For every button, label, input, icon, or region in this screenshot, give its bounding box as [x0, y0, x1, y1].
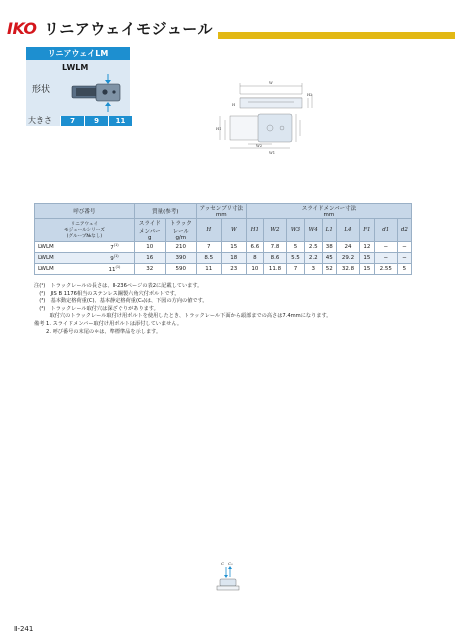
specification-table: [34, 203, 412, 275]
cell-l4: 29.2: [336, 253, 359, 264]
cell-w3: 5: [287, 242, 305, 253]
product-shape-illustration: [70, 72, 126, 114]
cell-mass-slide: 32: [134, 264, 165, 275]
cell-mass-slide: 10: [134, 242, 165, 253]
cell-w2: 11.8: [263, 264, 286, 275]
header-slide: [246, 204, 411, 219]
cell-w3: 7: [287, 264, 305, 275]
subheader-f1: F1: [360, 219, 375, 242]
note-line: (⁴) トラックレール取付穴は深ざぐりがあります。: [34, 305, 159, 312]
table-row: [35, 253, 412, 264]
cell-w4: 3: [304, 264, 322, 275]
cell-d2: −: [397, 242, 411, 253]
cell-d1: −: [374, 242, 397, 253]
cell-w4: 2.5: [304, 242, 322, 253]
cell-size: [95, 264, 134, 275]
table-row: [35, 264, 412, 275]
subheader-d2: d2: [397, 219, 411, 242]
cell-w3: 5.5: [287, 253, 305, 264]
cell-f1: 12: [360, 242, 375, 253]
cell-model: LWLM: [35, 264, 96, 275]
cell-mass-rail: 390: [165, 253, 196, 264]
cell-w4: 2.2: [304, 253, 322, 264]
cell-size-note: (1): [113, 243, 119, 248]
header-slide-label: スライドメンバー寸法: [301, 206, 357, 212]
title-rule: [218, 32, 455, 39]
note-line: 2. 呼び番号の末尾の＊は、準標準品を示します。: [34, 328, 162, 335]
load-direction-figure: [214, 560, 242, 594]
cell-model: LWLM: [35, 242, 96, 253]
cell-w2: 7.8: [263, 242, 286, 253]
header-assembly: [196, 204, 246, 219]
cell-f1: 15: [360, 253, 375, 264]
dim-label-w1: W1: [269, 151, 275, 155]
page-title: リニアウェイモジュール: [44, 20, 214, 38]
cell-h: 8.5: [196, 253, 221, 264]
size-9: 9: [85, 116, 108, 126]
note-line: (²) JIS B 1176相当のステンレス鋼製六角穴付ボルトです。: [34, 290, 180, 297]
cell-w: 18: [221, 253, 246, 264]
cell-w: 23: [221, 264, 246, 275]
subheader-w: W: [221, 219, 246, 242]
dim-label-h1: H1: [216, 127, 222, 131]
cell-h1: 8: [246, 253, 263, 264]
subheader-h: H: [196, 219, 221, 242]
product-series-tab: リニアウェイLM: [26, 47, 130, 60]
note-line: (³) 基本動定格荷重(C)、基本静定格荷重(C₀)は、下図の方向の値です。: [34, 298, 208, 305]
load-label-c: C: [221, 561, 225, 566]
dim-label-w: W: [269, 81, 273, 85]
dimension-drawing: [212, 78, 316, 156]
cell-size-value: 7: [110, 244, 114, 251]
subheader-w2: W2: [263, 219, 286, 242]
header-assembly-unit: mm: [215, 212, 227, 218]
table-row: [35, 242, 412, 253]
cell-size-note: (1): [113, 254, 119, 259]
note-line: 備考 1. スライドメンバー取付け用ボルトは添付していません。: [34, 320, 183, 327]
note-line: 注(¹) トラックレールの長さは、Ⅱ-236ページの表2に記載しています。: [34, 283, 203, 289]
product-code: LWLM: [62, 63, 89, 72]
cell-l1: 52: [322, 264, 336, 275]
cell-d2: 5: [397, 264, 411, 275]
notes-section: [34, 283, 414, 336]
cell-size: [95, 242, 134, 253]
cell-mass-rail: 210: [165, 242, 196, 253]
size-7: 7: [61, 116, 84, 126]
subheader-mass-rail: トラック レール g/m: [165, 219, 196, 242]
subheader-model: リニアウェイ モジュールシリーズ (グループ№なし): [35, 219, 135, 242]
subheader-mass-slide: スライド メンバー g: [134, 219, 165, 242]
cell-mass-slide: 16: [134, 253, 165, 264]
cell-d1: 2.55: [374, 264, 397, 275]
cell-h1: 6.6: [246, 242, 263, 253]
cell-d2: −: [397, 253, 411, 264]
header-assembly-label: アッセンブリ寸法: [199, 206, 243, 212]
cell-l4: 32.8: [336, 264, 359, 275]
cell-l1: 38: [322, 242, 336, 253]
subheader-d1: d1: [374, 219, 397, 242]
subheader-l4: L4: [336, 219, 359, 242]
cell-size-note: (1): [115, 265, 121, 270]
subheader-l1: L1: [322, 219, 336, 242]
load-label-c0: C₀: [228, 561, 233, 566]
header-model: 呼び番号: [35, 204, 135, 219]
header-slide-unit: mm: [323, 212, 335, 218]
cell-w2: 8.6: [263, 253, 286, 264]
size-11: 11: [109, 116, 132, 126]
dim-label-h2: H2: [307, 93, 313, 97]
cell-mass-rail: 590: [165, 264, 196, 275]
header-mass: 質量(参考): [134, 204, 196, 219]
cell-l1: 45: [322, 253, 336, 264]
cell-h1: 10: [246, 264, 263, 275]
cell-d1: −: [374, 253, 397, 264]
cell-size-value: 11: [108, 266, 116, 273]
subheader-h1: H1: [246, 219, 263, 242]
shape-label: 形状: [32, 85, 51, 95]
iko-logo: IKO: [7, 19, 37, 38]
dim-label-h: H: [232, 103, 236, 107]
cell-w: 15: [221, 242, 246, 253]
cell-h: 7: [196, 242, 221, 253]
dim-label-w2: W2: [256, 144, 262, 148]
page-number: Ⅱ-241: [14, 625, 34, 633]
cell-size-value: 9: [110, 255, 114, 262]
subheader-w3: W3: [287, 219, 305, 242]
cell-f1: 15: [360, 264, 375, 275]
cell-h: 11: [196, 264, 221, 275]
subheader-w4: W4: [304, 219, 322, 242]
cell-model: LWLM: [35, 253, 96, 264]
size-label: 大きさ: [26, 116, 60, 126]
note-line: 取付穴のトラックレール取付け用ボルトを使用したとき、トラックレール下面から頭部までの高さは7.4mmになります。: [34, 313, 332, 320]
cell-size: [95, 253, 134, 264]
cell-l4: 24: [336, 242, 359, 253]
